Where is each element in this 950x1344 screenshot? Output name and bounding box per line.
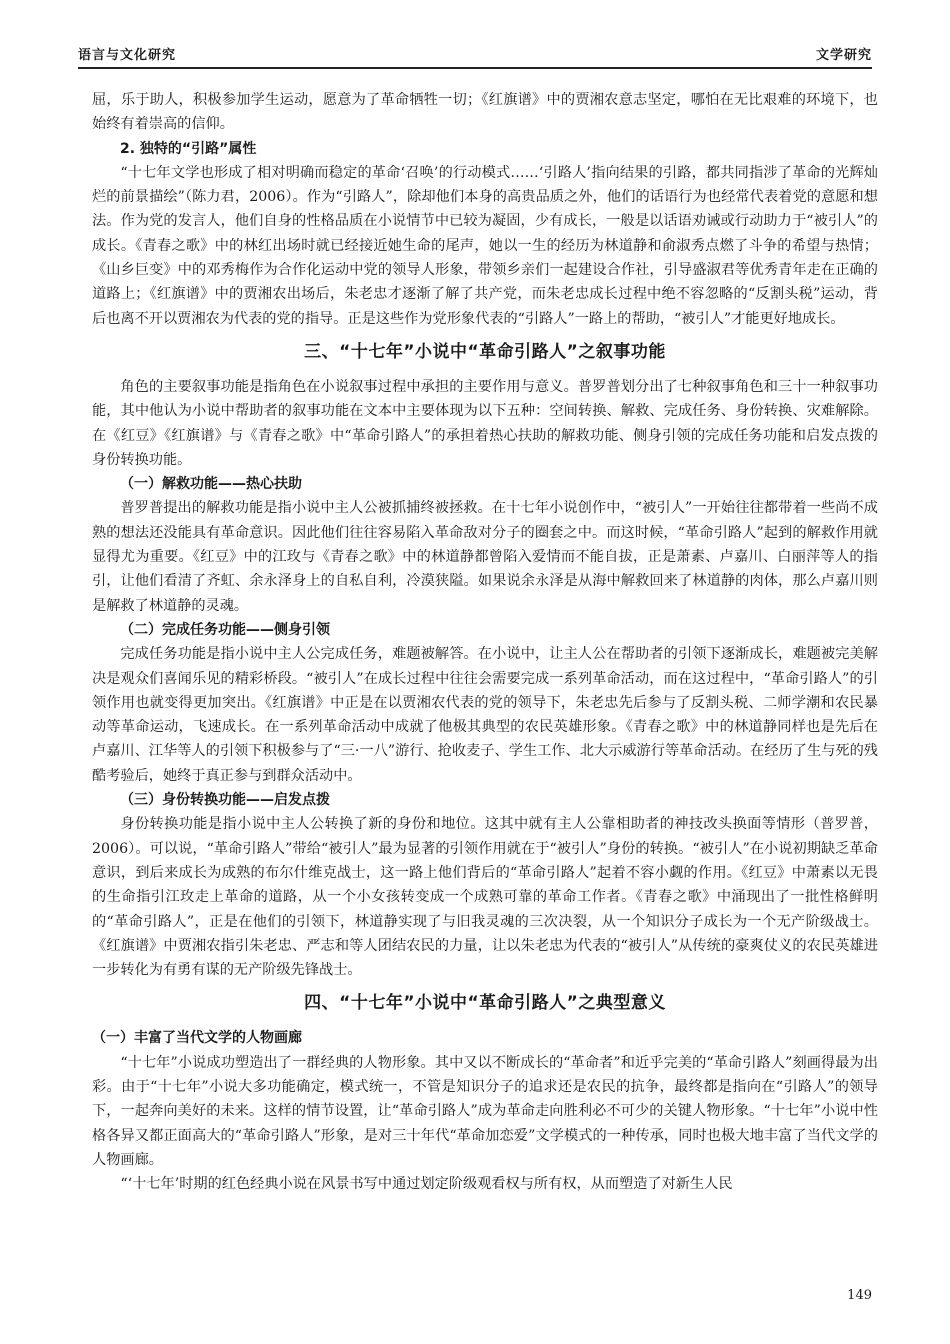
article-body [92,88,878,1196]
running-header [78,44,872,66]
journal-title: 语言与文化研究 [78,48,177,63]
paragraph: “十七年”小说成功塑造出了一群经典的人物形象。其中又以不断成长的“革命者”和近乎完美的“革命引路人”刻画得最为出彩。由于“十七年”小说大多功能确定，模式统一，不管是知识分子的追求还是农民的抗争，最终都是指向在“引路人”的领导下，一起奔向美好的未来。这样的情节设置，让“革命引路人”成为革命走向胜利必不可少的关键人物形象。“十七年”小说中性格各异又都正面高大的“革命引路人”形象，是对三十年代“革命加恋爱”文学模式的一种传承，同时也极大地丰富了当代文学的人物画廊。 [92,1054,878,1168]
subheading: （二）完成任务功能——侧身引领 [120,621,330,638]
section-label: 文学研究 [815,48,872,63]
paragraph: “‘十七年’时期的红色经典小说在风景书写中通过划定阶级观看权与所有权，从而塑造了对新生人民 [120,1176,733,1193]
paragraph: 屈，乐于助人，积极参加学生运动，愿意为了革命牺牲一切；《红旗谱》中的贾湘农意志坚定，哪怕在无比艰难的环境下，也始终有着崇高的信仰。 [92,92,878,133]
paragraph: “十七年文学也形成了相对明确而稳定的革命‘召唤’的行动模式……‘引路人’指向结果的引路，都共同指涉了革命的光辉灿烂的前景描绘”（陈力君，2006）。作为“引路人”，除却他们本身的高贵品质之外，他们的话语行为也经常代表着党的意愿和想法。作为党的发言人，他们自身的性格品质在小说情节中已较为凝固，少有成长，一般是以话语劝诫或行动助力于“被引人”的成长。《青春之歌》中的林红出场时就已经接近她生命的尾声，她以一生的经历为林道静和俞淑秀点燃了斗争的希望与热情；《山乡巨变》中的邓秀梅作为合作化运动中党的领导人形象，带领乡亲们一起建设合作社，引导盛淑君等优秀青年走在正确的道路上；《红旗谱》中的贾湘农出场后，朱老忠才逐渐了解了共产党，而朱老忠成长过程中绝不容忽略的“反割头税”运动，背后也离不开以贾湘农为代表的党的指导。正是这些作为党形象代表的“引路人”一路上的帮助，“被引人”才能更好地成长。 [92,164,878,327]
paragraph: 完成任务功能是指小说中主人公完成任务，难题被解答。在小说中，让主人公在帮助者的引领下逐渐成长，难题被完美解决是观众们喜闻乐见的精彩桥段。“被引人”在成长过程中往往会需要完成一系列革命活动，而在这过程中，“革命引路人”的引领作用也就变得更加突出。《红旗谱》中正是在以贾湘农代表的党的领导下，朱老忠先后参与了反割头税、二师学潮和农民暴动等革命运动，飞速成长。在一系列革命活动中成就了他极其典型的农民英雄形象。《青春之歌》中的林道静同样也是先后在卢嘉川、江华等人的引领下积极参与了“三·一八”游行、抢收麦子、学生工作、北大示威游行等革命活动。在经历了生与死的残酷考验后，她终于真正参与到群众活动中。 [92,646,878,784]
page-number: 149 [847,1288,872,1303]
subheading: （三）身份转换功能——启发点拨 [120,792,330,809]
subheading: （一）解救功能——热心扶助 [120,476,302,493]
paragraph: 身份转换功能是指小说中主人公转换了新的身份和地位。这其中就有主人公靠相助者的神技改头换面等情形（普罗普，2006）。可以说，“革命引路人”带给“被引人”最为显著的引领作用就在于“被引人”身份的转换。“被引人”在小说初期缺乏革命意识，到后来成长为成熟的布尔什维克战士，这一路上他们背后的“革命引路人”起着不容小觑的作用。《红豆》中萧素以无畏的生命指引江玫走上革命的道路，从一个小女孩转变成一个成熟可靠的革命工作者。《青春之歌》中涌现出了一批性格鲜明的“革命引路人”，正是在他们的引领下，林道静实现了与旧我灵魂的三次决裂，从一个知识分子成长为一个无产阶级战士。《红旗谱》中贾湘农指引朱老忠、严志和等人团结农民的力量，让以朱老忠为代表的“被引人”从传统的豪爽仗义的农民英雄进一步转化为有勇有谋的无产阶级先锋战士。 [92,816,878,979]
subheading: 2. 独特的“引路”属性 [120,140,257,157]
section-heading: 三、“十七年”小说中“革命引路人”之叙事功能 [304,341,666,362]
section-heading: 四、“十七年”小说中“革命引路人”之典型意义 [304,993,666,1014]
header-rule [78,67,872,69]
subheading: （一）丰富了当代文学的人物画廊 [92,1030,302,1047]
paragraph: 角色的主要叙事功能是指角色在小说叙事过程中承担的主要作用与意义。普罗普划分出了七种叙事角色和三十一种叙事功能，其中他认为小说中帮助者的叙事功能在文本中主要体现为以下五种：空间转换、解救、完成任务、身份转换、灾难解除。在《红豆》《红旗谱》与《青春之歌》中“革命引路人”的承担着热心扶助的解救功能、侧身引领的完成任务功能和启发点拨的身份转换功能。 [92,378,878,468]
paragraph: 普罗普提出的解救功能是指小说中主人公被抓捕终被拯救。在十七年小说创作中，“被引人”一开始往往都带着一些尚不成熟的想法还没能具有革命意识。因此他们往往容易陷入革命敌对分子的圈套之中。而这时候，“革命引路人”起到的解救作用就显得尤为重要。《红豆》中的江玫与《青春之歌》中的林道静都曾陷入爱情而不能自拔，正是萧素、卢嘉川、白丽萍等人的指引，让他们看清了齐虹、余永泽身上的自私自利，冷漠狭隘。如果说余永泽是从海中解救回来了林道静的肉体，那么卢嘉川则是解救了林道静的灵魂。 [92,500,878,614]
